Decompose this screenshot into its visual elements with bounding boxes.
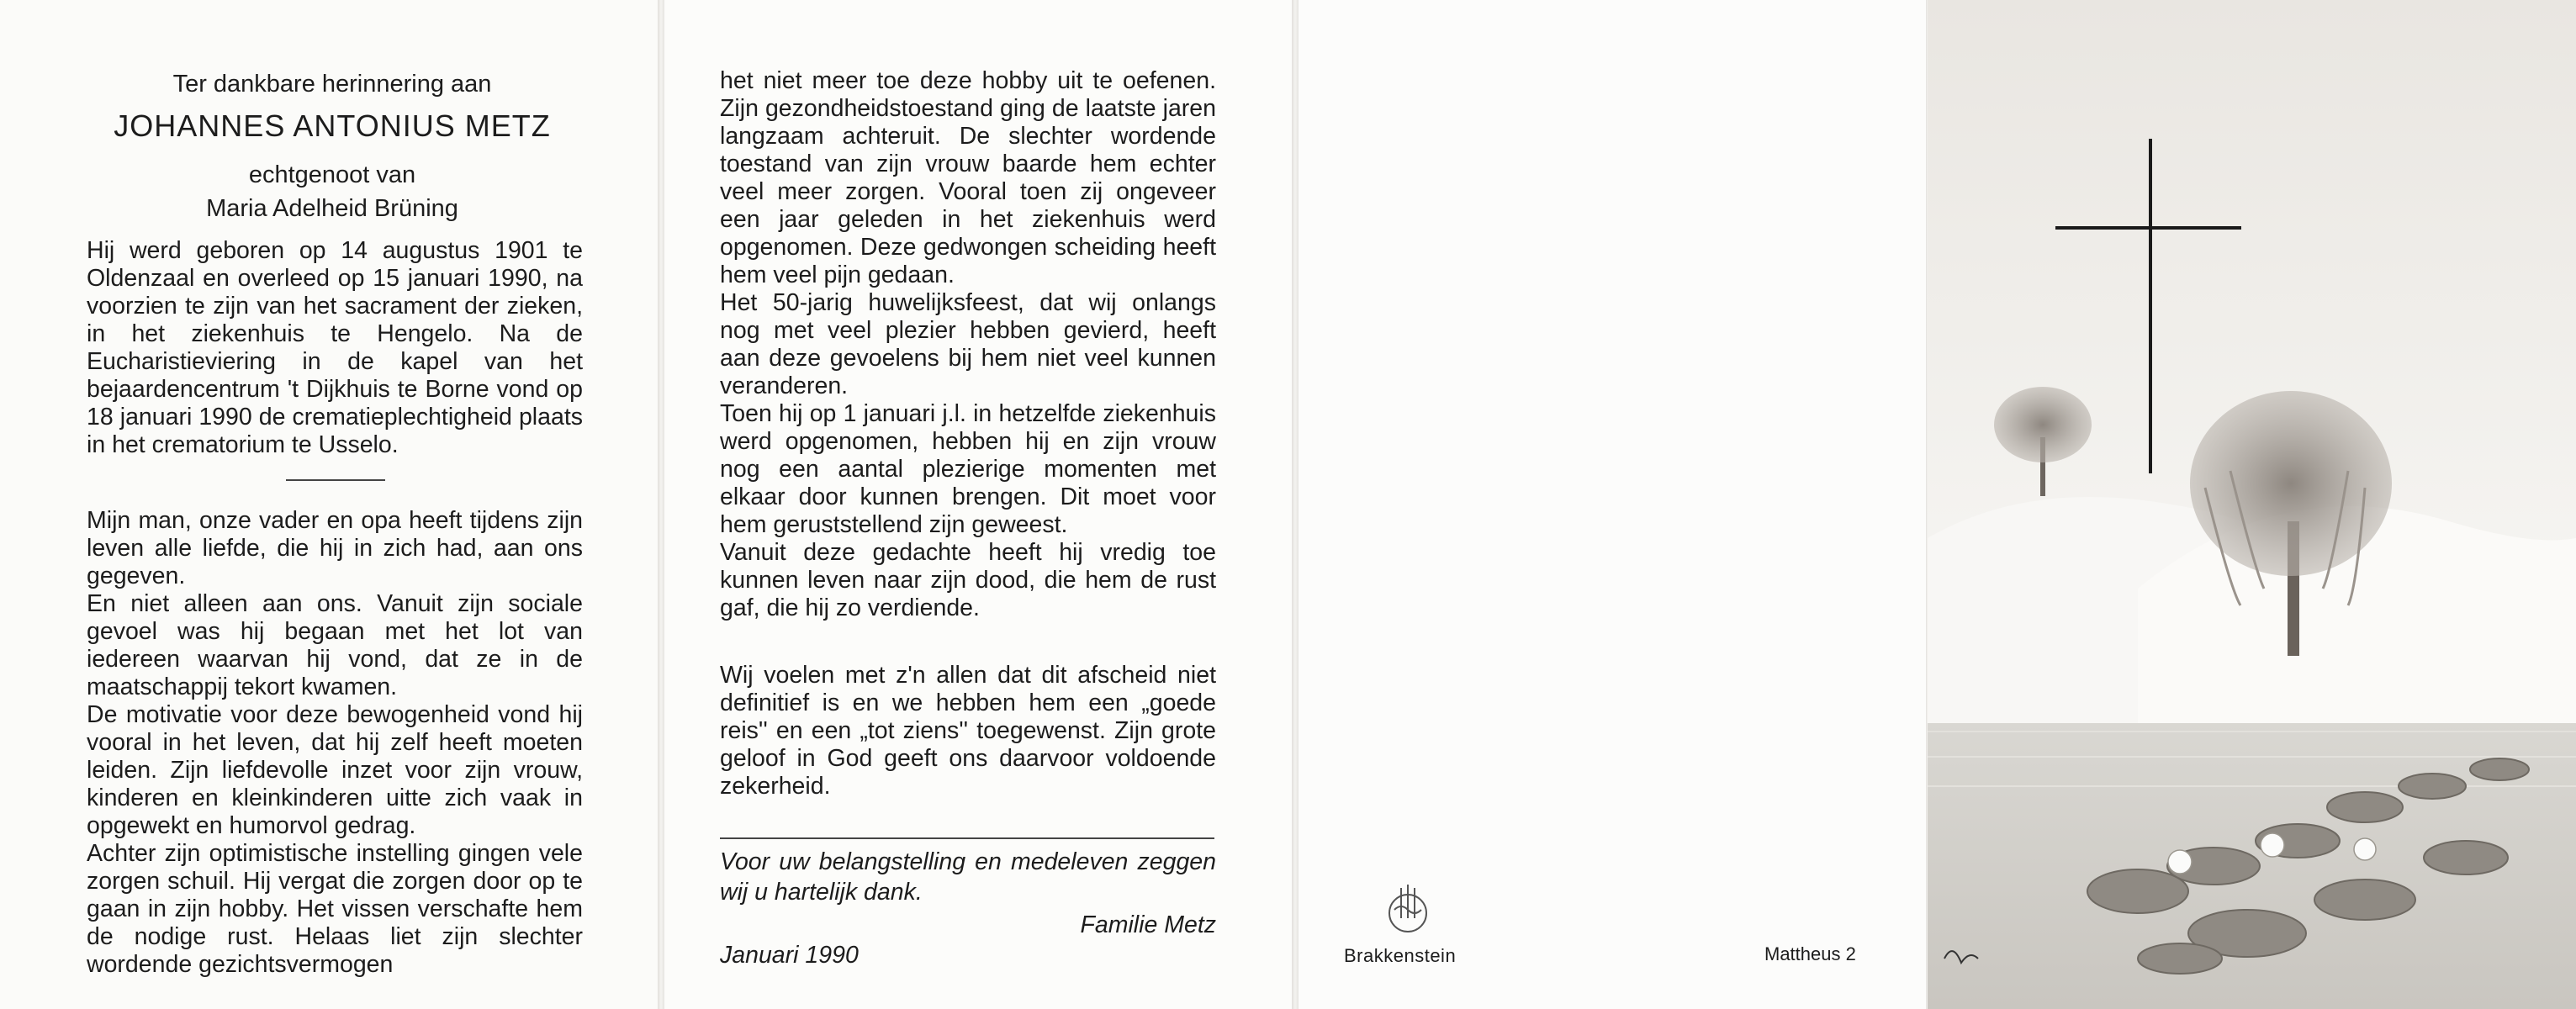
dedication-header	[88, 67, 576, 225]
thank-you-note: Voor uw belangstelling en medeleven zeggen wij u hartelijk dank.	[720, 848, 1216, 906]
paragraph: En niet alleen aan ons. Vanuit zijn sociale gevoel was hij begaan met het lot van iedereen waarvan hij vond, dat ze in de maatschappij tekort kwamen.	[87, 590, 583, 700]
biography-paragraph	[87, 237, 583, 459]
divider	[286, 479, 385, 481]
fold-line	[658, 0, 664, 1009]
card-right-inner-page	[664, 0, 1297, 1009]
deceased-name: JOHANNES ANTONIUS METZ	[114, 108, 551, 143]
paragraph: Mijn man, onze vader en opa heeft tijdens zijn leven alle liefde, die hij in zich had, aan ons gegeven.	[87, 507, 583, 589]
publisher-logo-icon	[1383, 881, 1433, 935]
card-front-cover	[1928, 0, 2576, 1009]
family-signature: Familie Metz	[1080, 911, 1216, 938]
paragraph: het niet meer toe deze hobby uit te oefenen. Zijn gezondheidstoestand ging de laatste jaren langzaam achteruit. De slechter wordende toestand van zijn vrouw baarde hem echter veel meer zorgen. Vooral toen zij ongeveer een jaar geleden in het ziekenhuis werd opgenomen. Deze gedwongen scheiding heeft hem veel pijn gedaan.	[720, 67, 1216, 288]
tribute-text-part2	[720, 67, 1216, 622]
card-left-inner-page	[0, 0, 658, 1009]
paragraph: Toen hij op 1 januari j.l. in hetzelfde ziekenhuis werd opgenomen, hebben hij en zijn vrouw nog een aantal plezierige momenten met elkaar door kunnen brengen. Dit moet voor hem geruststellend zijn geweest.	[720, 400, 1216, 538]
tribute-text-part1	[87, 507, 583, 979]
paragraph: Hij werd geboren op 14 augustus 1901 te Oldenzaal en overleed op 15 januari 1990, na voorzien te zijn van het sacrament der zieken, in het ziekenhuis te Hengelo. Na de Eucharistieviering in de kapel van het bejaardencentrum 't Dijkhuis te Borne vond op 18 januari 1990 de crematieplechtigheid plaats in het crematorium te Usselo.	[87, 237, 583, 458]
relation-line: echtgenoot van	[248, 161, 416, 188]
spouse-name: Maria Adelheid Brüning	[206, 195, 458, 222]
paragraph: Wij voelen met z'n allen dat dit afscheid niet definitief is en we hebben hem een „goede reis'' en een „tot ziens'' toegewenst. Zijn grote geloof in God geeft ons daarvoor voldoende zekerheid.	[720, 662, 1216, 800]
cover-illustration	[1928, 0, 2576, 1009]
paragraph: De motivatie voor deze bewogenheid vond hij vooral in het leven, dat hij zelf heeft moeten leiden. Zijn liefdevolle inzet voor zijn vrouw, kinderen en kleinkinderen uitte zich vaak in opgewekt en humorvol gedrag.	[87, 701, 583, 839]
card-series-code: Mattheus 2	[1764, 943, 1856, 964]
paragraph: Vanuit deze gedachte heeft hij vredig toe kunnen leven naar zijn dood, die hem de rust gaf, die hij zo verdiende.	[720, 539, 1216, 621]
publisher-name: Brakkenstein	[1344, 945, 1457, 966]
fold-line	[1292, 0, 1299, 1009]
card-back-cover	[1299, 0, 1926, 1009]
paragraph: Achter zijn optimistische instelling gingen vele zorgen schuil. Hij vergat die zorgen door op te gaan in zijn hobby. Het vissen verschafte hem de nodige rust. Helaas liet zijn slechter wordende gezichtsvermogen	[87, 840, 583, 978]
date-line: Januari 1990	[720, 942, 859, 969]
farewell-paragraph	[720, 662, 1216, 800]
dedication-line: Ter dankbare herinnering aan	[172, 71, 492, 98]
divider	[720, 837, 1214, 839]
paragraph: Het 50-jarig huwelijksfeest, dat wij onlangs nog met veel plezier hebben gevierd, heeft aan deze gevoelens bij hem niet veel kunnen veranderen.	[720, 289, 1216, 399]
